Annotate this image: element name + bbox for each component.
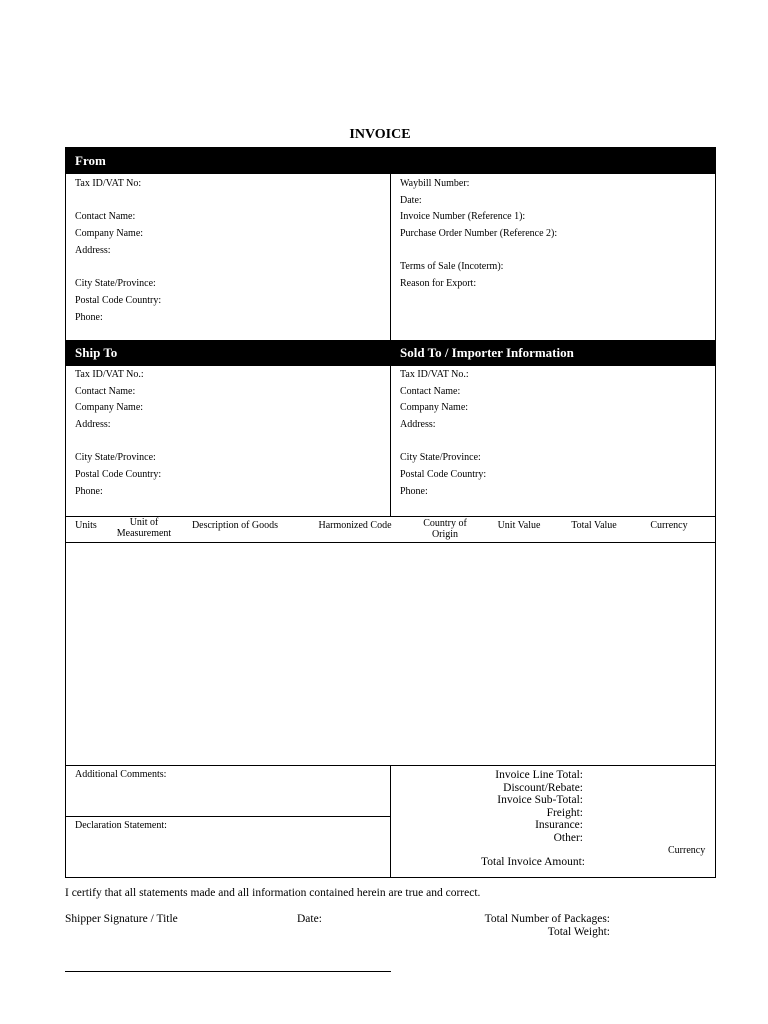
field-terms-of-sale: Terms of Sale (Incoterm):: [400, 261, 504, 273]
shipper-signature-label: Shipper Signature / Title: [65, 913, 178, 925]
col-currency: Currency: [650, 520, 688, 531]
from-header-bar: [65, 148, 716, 174]
total-invoice-amount-label: Total Invoice Amount:: [481, 856, 585, 868]
from-divider: [390, 174, 391, 340]
from-left-fields: [75, 178, 161, 328]
declaration-statement-label: Declaration Statement:: [75, 820, 167, 831]
ship-sold-header-bar: [65, 340, 716, 366]
sold-to-heading: Sold To / Importer Information: [400, 345, 574, 360]
field-waybill-number: Waybill Number:: [400, 178, 470, 189]
from-field-phone: Phone:: [75, 311, 103, 323]
ship-to-address: Address:: [75, 419, 111, 431]
from-right-fields: [400, 178, 557, 295]
field-reason-for-export: Reason for Export:: [400, 278, 477, 290]
additional-comments-label: Additional Comments:: [75, 769, 167, 780]
col-unit-of-measurement: Unit of Measurement: [116, 517, 172, 539]
from-field-postal-country: Postal Code Country:: [75, 294, 162, 306]
ship-to-contact-name: Contact Name:: [75, 385, 136, 397]
from-field-company-name: Company Name:: [75, 228, 144, 240]
col-country-of-origin: Country of Origin: [423, 518, 467, 540]
col-harmonized-code: Harmonized Code: [318, 520, 392, 531]
totals-currency-label: Currency: [668, 845, 706, 856]
sold-to-company-name: Company Name:: [400, 402, 469, 414]
ship-to-postal-country: Postal Code Country:: [75, 469, 162, 481]
total-weight-label: Total Weight:: [547, 926, 610, 938]
field-invoice-number: Invoice Number (Reference 1):: [400, 211, 526, 223]
ship-to-phone: Phone:: [75, 485, 103, 497]
document-title: INVOICE: [349, 127, 411, 142]
goods-lines-area: [66, 543, 715, 765]
ship-to-city-state: City State/Province:: [75, 452, 156, 464]
sold-to-fields: [400, 369, 486, 503]
invoice-sub-total-label: Invoice Sub-Total:: [497, 794, 583, 806]
from-field-blank: [75, 195, 161, 212]
insurance-label: Insurance:: [535, 819, 583, 831]
signature-date-label: Date:: [297, 913, 322, 925]
from-field-city-state: City State/Province:: [75, 278, 156, 290]
ship-to-company-name: Company Name:: [75, 402, 144, 414]
ship-to-tax-id: Tax ID/VAT No.:: [75, 369, 144, 380]
col-units: Units: [75, 520, 97, 531]
field-blank: [400, 245, 557, 262]
certification-statement: I certify that all statements made and all information contained herein are true and correct.: [65, 887, 481, 899]
discount-rebate-label: Discount/Rebate:: [503, 781, 583, 794]
ship-to-blank: [75, 436, 161, 453]
col-unit-value: Unit Value: [497, 520, 541, 531]
signature-line: [65, 971, 391, 972]
sold-to-phone: Phone:: [400, 485, 428, 497]
freight-label: Freight:: [546, 806, 583, 819]
sold-to-tax-id: Tax ID/VAT No.:: [400, 369, 469, 380]
sold-to-postal-country: Postal Code Country:: [400, 469, 487, 481]
invoice-line-total-label: Invoice Line Total:: [495, 769, 583, 781]
other-label: Other:: [553, 831, 583, 844]
field-date: Date:: [400, 194, 422, 206]
from-field-blank-2: [75, 261, 161, 278]
ship-to-heading: Ship To: [75, 345, 118, 360]
from-field-address: Address:: [75, 244, 111, 256]
col-total-value: Total Value: [571, 520, 617, 531]
ship-to-fields: [75, 369, 161, 503]
col-description-of-goods: Description of Goods: [191, 520, 279, 531]
comments-divider: [65, 816, 391, 817]
sold-to-blank: [400, 436, 486, 453]
from-field-tax-id: Tax ID/VAT No:: [75, 178, 142, 189]
ship-sold-divider: [390, 366, 391, 516]
totals-block: [400, 769, 583, 844]
field-purchase-order: Purchase Order Number (Reference 2):: [400, 228, 558, 240]
total-packages-label: Total Number of Packages:: [484, 913, 610, 925]
sold-to-contact-name: Contact Name:: [400, 385, 461, 397]
from-heading: From: [75, 153, 106, 168]
sold-to-address: Address:: [400, 419, 436, 431]
lower-divider: [390, 765, 391, 878]
from-field-contact-name: Contact Name:: [75, 211, 136, 223]
sold-to-city-state: City State/Province:: [400, 452, 481, 464]
